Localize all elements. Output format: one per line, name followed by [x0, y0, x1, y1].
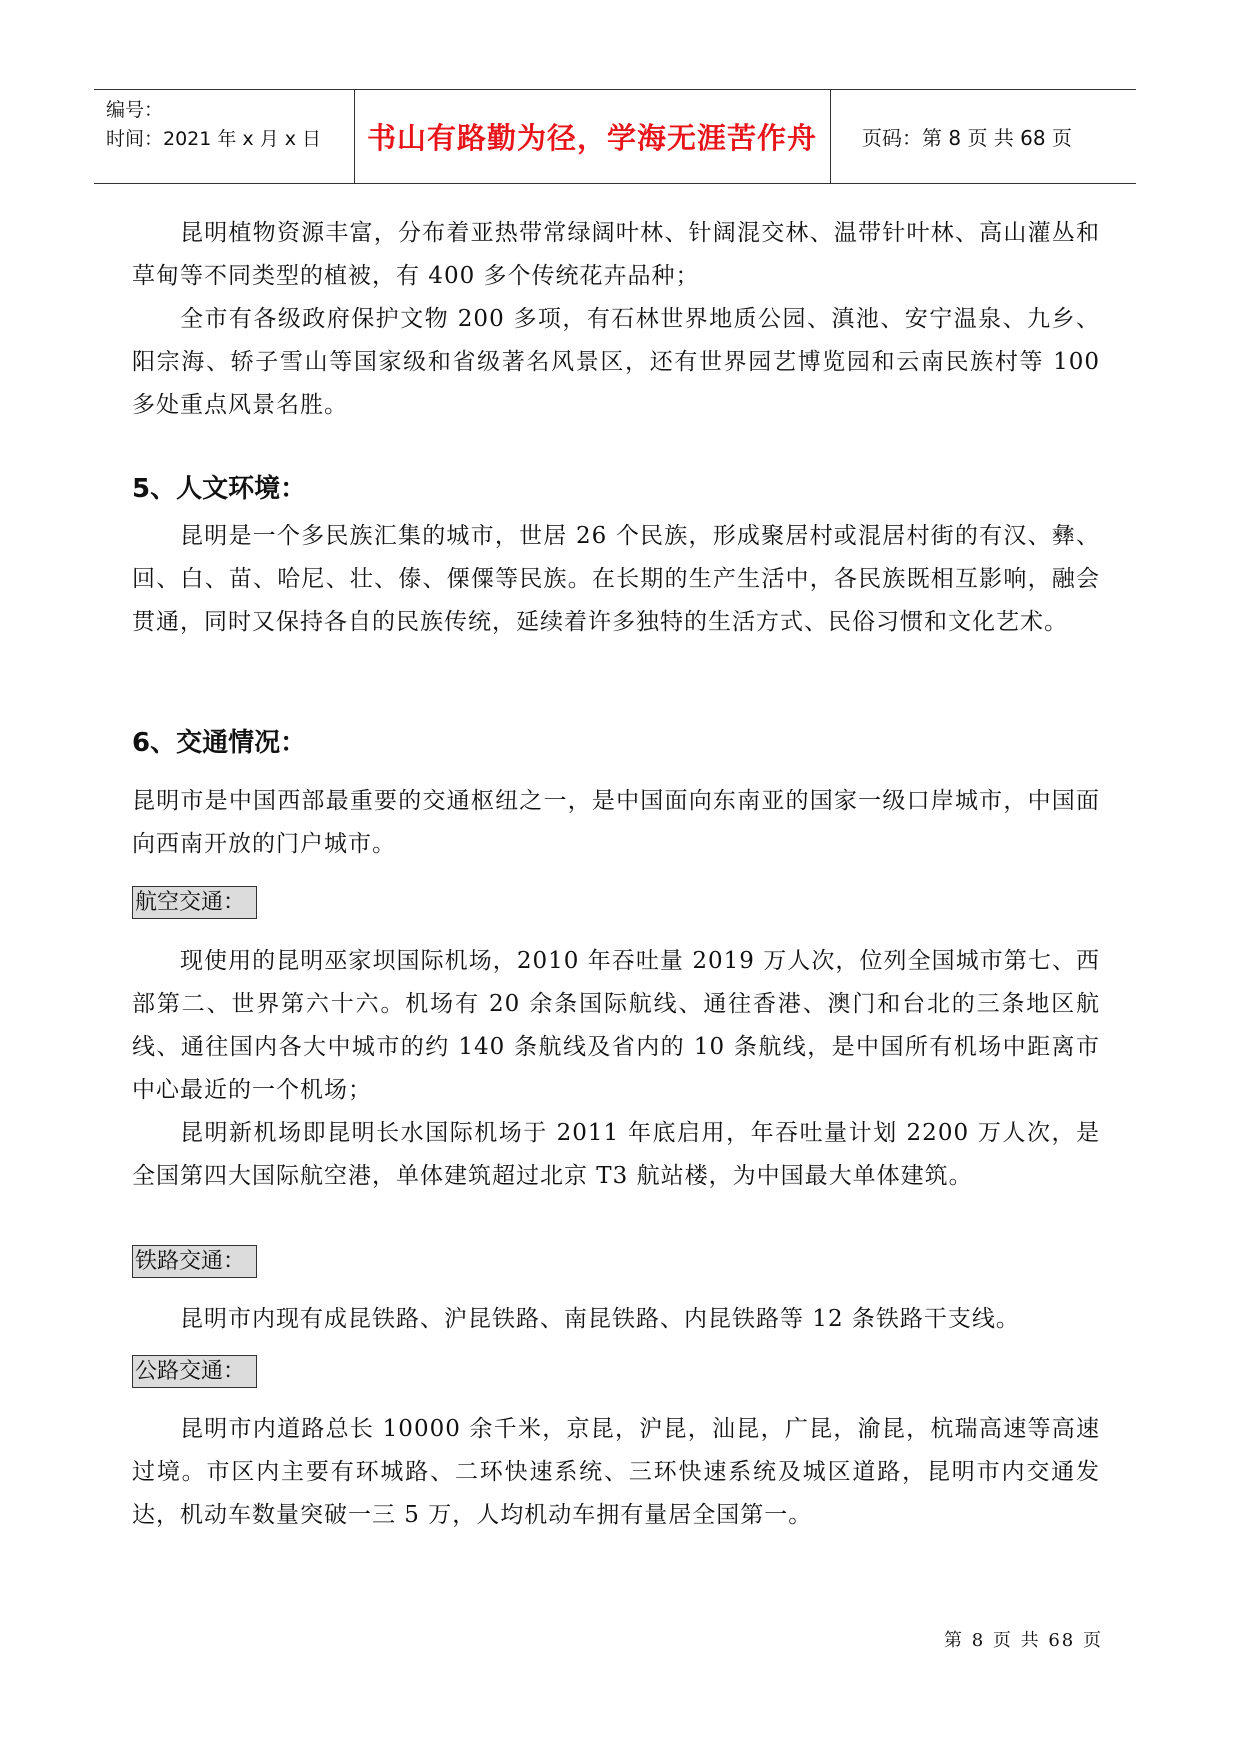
section-road: [132, 1408, 1100, 1537]
label-rail-transport: 铁路交通：: [132, 1245, 257, 1278]
paragraph-airport-new: 昆明新机场即昆明长水国际机场于 2011 年底启用，年吞吐量计划 2200 万人次，是全国第四大国际航空港，单体建筑超过北京 T3 航站楼，为中国最大单体建筑。: [132, 1120, 1100, 1189]
header-divider: [830, 90, 831, 183]
paragraph-road: 昆明市内道路总长 10000 余千米，京昆，沪昆，汕昆，广昆，渝昆，杭瑞高速等高速过境。市区内主要有环城路、二环快速系统、三环快速系统及城区道路，昆明市内交通发达，机动车数量突破一三 5 万，人均机动车拥有量居全国第一。: [132, 1416, 1100, 1528]
page-header: [94, 89, 1136, 184]
section-air: [132, 940, 1100, 1198]
label-road-transport: 公路交通：: [132, 1355, 257, 1388]
paragraph-scenery: 全市有各级政府保护文物 200 多项，有石林世界地质公园、滇池、安宁温泉、九乡、阳宗海、轿子雪山等国家级和省级著名风景区，还有世界园艺博览园和云南民族村等 100 多处重点风景名胜。: [132, 306, 1100, 418]
number-label: 编号：: [106, 99, 164, 121]
paragraph-airport-old: 现使用的昆明巫家坝国际机场，2010 年吞吐量 2019 万人次，位列全国城市第七、西部第二、世界第六十六。机场有 20 余条国际航线、通往香港、澳门和台北的三条地区航线、通往国内各大中城市的约 140 条航线及省内的 10 条航线，是中国所有机场中距离市中心最近的一个机场；: [132, 948, 1100, 1103]
section-transport-intro: [132, 780, 1100, 866]
section-nature: [132, 212, 1100, 427]
heading-culture: 5、人文环境：: [132, 474, 307, 504]
page-footer: 第 8 页 共 68 页: [944, 1630, 1103, 1651]
paragraph-rail: 昆明市内现有成昆铁路、沪昆铁路、南昆铁路、内昆铁路等 12 条铁路干支线。: [180, 1306, 1020, 1332]
paragraph-plants: 昆明植物资源丰富，分布着亚热带常绿阔叶林、针阔混交林、温带针叶林、高山灌丛和草甸等不同类型的植被，有 400 多个传统花卉品种；: [132, 220, 1100, 289]
paragraph-hub: 昆明市是中国西部最重要的交通枢纽之一，是中国面向东南亚的国家一级口岸城市，中国面向西南开放的门户城市。: [132, 788, 1100, 857]
label-air-transport: 航空交通：: [132, 886, 257, 919]
time-label: 时间：2021 年 x 月 x 日: [106, 128, 322, 150]
header-page-info: 页码：第 8 页 共 68 页: [862, 126, 1072, 150]
heading-transport: 6、交通情况：: [132, 728, 307, 758]
paragraph-ethnic: 昆明是一个多民族汇集的城市，世居 26 个民族，形成聚居村或混居村街的有汉、彝、回、白、苗、哈尼、壮、傣、傈僳等民族。在长期的生产生活中，各民族既相互影响，融会贯通，同时又保持各自的民族传统，延续着许多独特的生活方式、民俗习惯和文化艺术。: [132, 523, 1100, 635]
header-meta: [106, 96, 321, 154]
header-motto: 书山有路勤为径，学海无涯苦作舟: [366, 121, 817, 155]
section-rail: [132, 1298, 1100, 1341]
section-culture: [132, 515, 1100, 644]
